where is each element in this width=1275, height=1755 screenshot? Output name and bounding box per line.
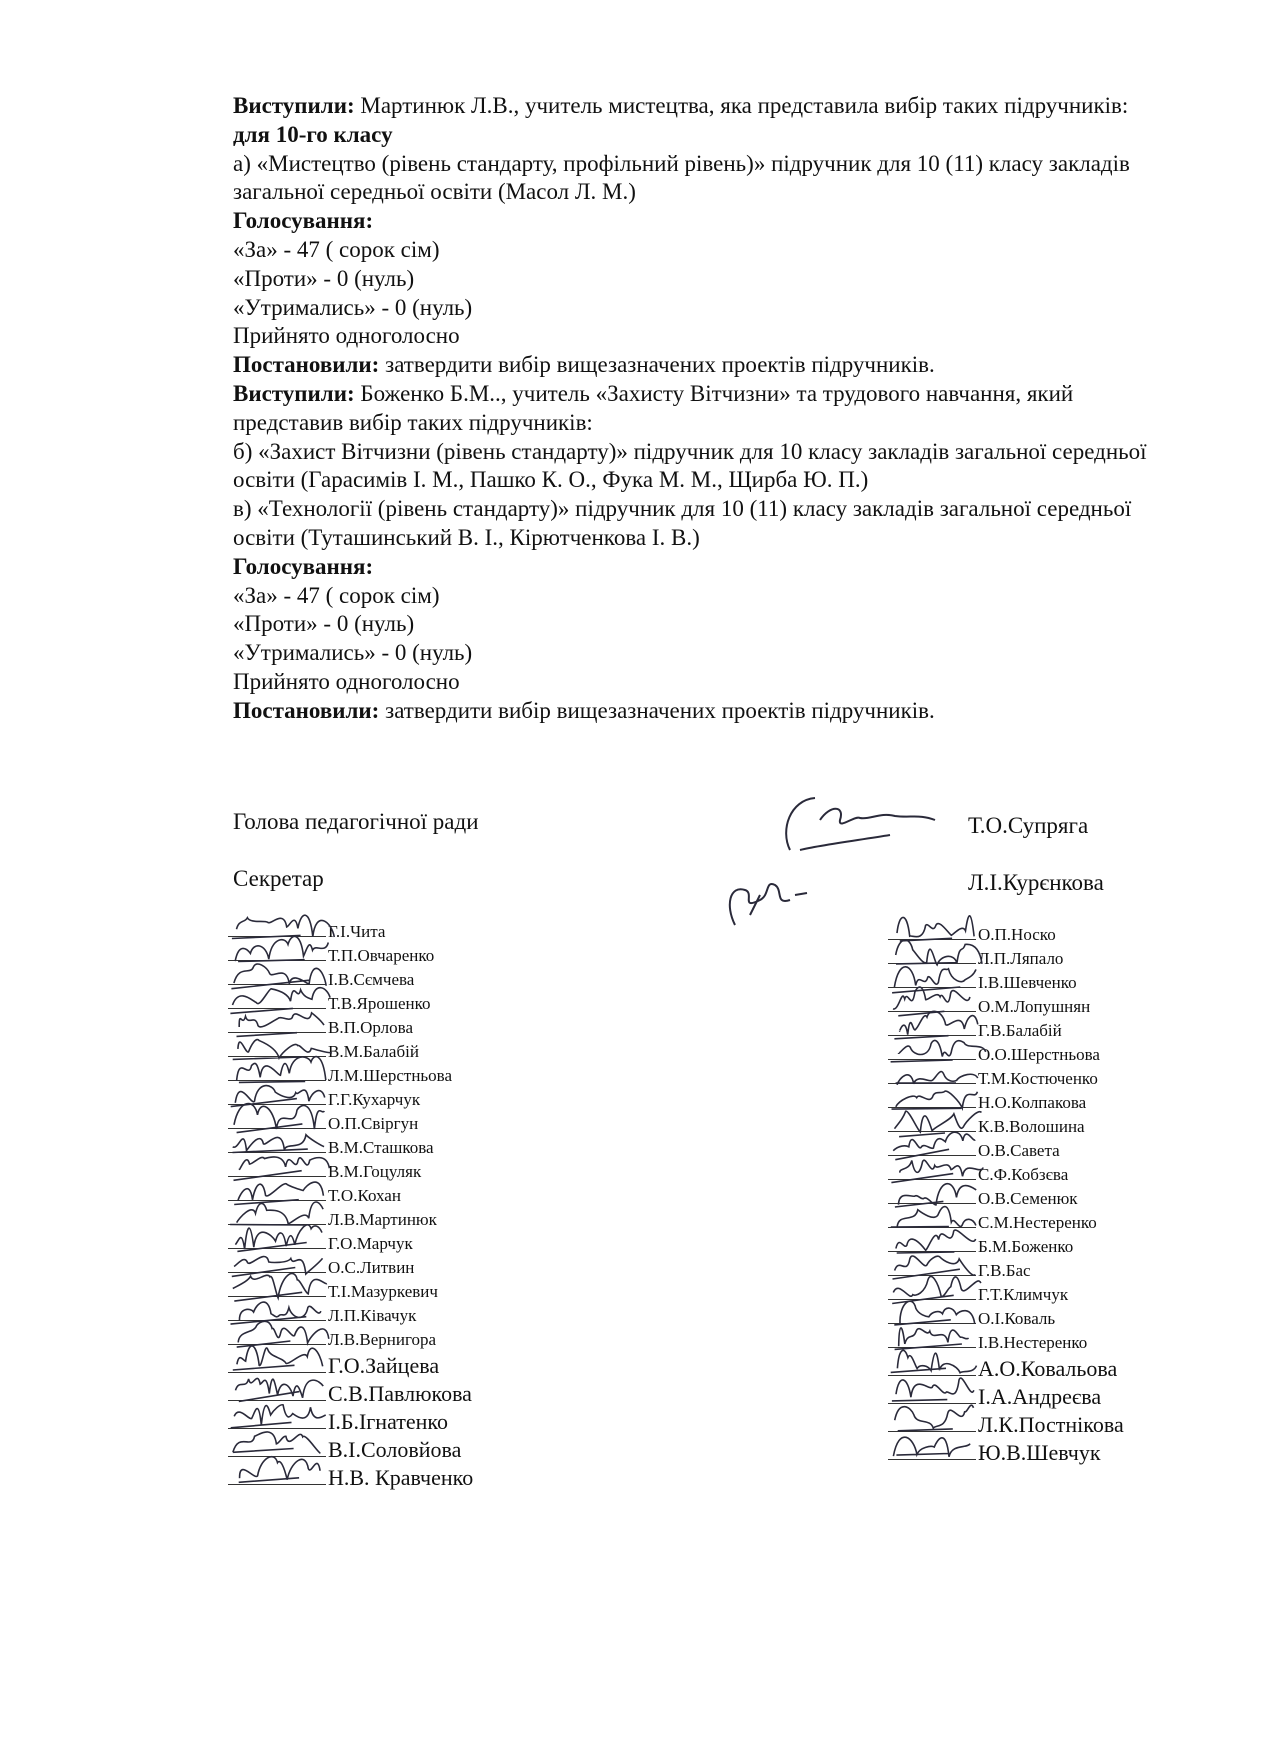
signatory-name: С.В.Павлюкова (328, 1381, 472, 1406)
signatory-name: В.М.Балабій (328, 1042, 419, 1061)
signatory-name: О.П.Носко (978, 925, 1056, 944)
paragraph-text: «Проти» - 0 (нуль) (233, 265, 415, 291)
signatory-name: І.В.Сємчева (328, 970, 415, 989)
signatory-name: Ю.В.Шевчук (978, 1440, 1101, 1465)
signatory-name: Г.Т.Климчук (978, 1285, 1069, 1304)
bold-lead: Постановили: (233, 697, 380, 723)
bold-lead: Постановили: (233, 352, 380, 378)
signatory-name: А.О.Ковальова (978, 1356, 1118, 1381)
signatory-name: Б.М.Боженко (978, 1237, 1074, 1256)
text-paragraph (233, 265, 1153, 294)
signatory-name: Т.В.Ярошенко (328, 994, 431, 1013)
minutes-text (233, 92, 1153, 726)
signatory-name: І.Б.Ігнатенко (328, 1409, 449, 1434)
signatory-name: І.В.Нестеренко (978, 1333, 1088, 1352)
chair-name: Т.О.Супряга (968, 813, 1089, 838)
signatory-name: І.В.Шевченко (978, 973, 1077, 992)
signatory-name: Т.М.Костюченко (978, 1069, 1098, 1088)
text-paragraph (233, 92, 1153, 121)
text-paragraph (233, 121, 1153, 150)
text-paragraph (233, 236, 1153, 265)
paragraph-text: в) «Технології (рівень стандарту)» підручник для 10 (11) класу закладів загальної середньої освіти (Туташинський В. І., Кірютченкова І. В.) (233, 496, 1132, 550)
signature-row (888, 1439, 1124, 1467)
text-paragraph (233, 207, 1153, 236)
paragraph-text: «За» - 47 ( сорок сім) (233, 582, 440, 608)
text-paragraph (233, 380, 1153, 438)
handwritten-signature (228, 1454, 336, 1494)
signatures-left (228, 920, 473, 1492)
signatory-name: О.В.Савета (978, 1141, 1060, 1160)
text-paragraph (233, 668, 1153, 697)
paragraph-text: «Проти» - 0 (нуль) (233, 611, 415, 637)
text-paragraph (233, 582, 1153, 611)
signatory-name: В.І.Соловйова (328, 1437, 462, 1462)
signatory-name: К.В.Волошина (978, 1117, 1085, 1136)
signatory-name: С.Ф.Кобзєва (978, 1165, 1069, 1184)
chair-signature (760, 790, 940, 860)
signatory-name: О.П.Свіргун (328, 1114, 419, 1133)
handwritten-signature (888, 1429, 986, 1469)
paragraph-text: «Утримались» - 0 (нуль) (233, 640, 473, 666)
paragraph-text: б) «Захист Вітчизни (рівень стандарту)» підручник для 10 класу закладів загальної середньої освіти (Гарасимів І. М., Пашко К. О., Фука М. М., Щирба Ю. П.) (233, 438, 1147, 493)
text-paragraph (233, 150, 1153, 208)
signatory-name: С.М.Нестеренко (978, 1213, 1097, 1232)
signatory-name: Т.О.Кохан (328, 1186, 401, 1205)
bold-lead: Голосування: (233, 553, 374, 579)
bold-lead: Виступили: (233, 93, 355, 118)
signatory-name: Л.В.Мартинюк (328, 1210, 437, 1229)
signatory-name: В.М.Сташкова (328, 1138, 434, 1157)
signatory-name: Г.В.Бас (978, 1261, 1031, 1280)
paragraph-text: затвердити вибір вищезазначених проектів підручників. (379, 697, 935, 723)
paragraph-text: Прийнято одноголосно (233, 668, 460, 694)
signatory-name: О.М.Лопушнян (978, 997, 1091, 1016)
paragraph-text: «За» - 47 ( сорок сім) (233, 236, 440, 262)
paragraph-text: Мартинюк Л.В., учитель мистецтва, яка представила вибір таких підручників: (354, 93, 1129, 118)
text-paragraph (233, 322, 1153, 351)
text-paragraph (233, 553, 1153, 582)
signature-row (228, 1464, 473, 1492)
bold-lead: для 10-го класу (233, 121, 393, 147)
signatory-name: Г.О.Марчук (328, 1234, 413, 1253)
signatures-right (888, 923, 1124, 1467)
signatory-name: Т.І.Мазуркевич (328, 1282, 438, 1301)
text-paragraph (233, 697, 1153, 726)
paragraph-text: «Утримались» - 0 (нуль) (233, 294, 473, 320)
signatory-name: В.П.Орлова (328, 1018, 413, 1037)
signatory-name: Л.П.Ківачук (328, 1306, 417, 1325)
signatory-name: Л.В.Вернигора (328, 1330, 437, 1349)
signatory-name: Л.М.Шерстньова (328, 1066, 453, 1085)
signatory-name: Н.О.Колпакова (978, 1093, 1087, 1112)
text-paragraph (233, 639, 1153, 668)
paragraph-text: Боженко Б.М.., учитель «Захисту Вітчизни» та трудового навчання, який представив вибір таких підручників: (233, 380, 1074, 435)
signatory-name: І.А.Андреєва (978, 1384, 1102, 1409)
signatory-name: Г.В.Балабій (978, 1021, 1062, 1040)
signatory-name: Г.І.Чита (328, 922, 386, 941)
signatory-name: О.О.Шерстньова (978, 1045, 1100, 1064)
signatory-name: О.І.Коваль (978, 1309, 1056, 1328)
secretary-name: Л.І.Курєнкова (968, 870, 1104, 895)
text-paragraph (233, 438, 1153, 496)
paragraph-text: Прийнято одноголосно (233, 323, 460, 349)
chair-role: Голова педагогічної ради (233, 809, 479, 834)
paragraph-text: а) «Мистецтво (рівень стандарту, профільний рівень)» підручник для 10 (11) класу закладів загальної середньої освіти (Масол Л. М.) (233, 150, 1130, 205)
signatory-name: Н.В. Кравченко (328, 1465, 474, 1490)
secretary-role: Секретар (233, 866, 324, 891)
secretary-signature (715, 855, 825, 935)
bold-lead: Голосування: (233, 208, 374, 234)
bold-lead: Виступили: (233, 380, 355, 406)
signatory-name: Г.Г.Кухарчук (328, 1090, 421, 1109)
signatory-name: Т.П.Овчаренко (328, 946, 435, 965)
text-paragraph (233, 294, 1153, 323)
signatory-name: Л.К.Постнікова (978, 1412, 1124, 1437)
signatory-name: О.С.Литвин (328, 1258, 415, 1277)
signatory-name: О.В.Семенюк (978, 1189, 1078, 1208)
signatory-name: Г.О.Зайцева (328, 1353, 440, 1378)
text-paragraph (233, 351, 1153, 380)
signatory-name: Л.П.Ляпало (978, 949, 1064, 968)
signatory-name: В.М.Гоцуляк (328, 1162, 422, 1181)
text-paragraph (233, 495, 1153, 553)
text-paragraph (233, 610, 1153, 639)
paragraph-text: затвердити вибір вищезазначених проектів підручників. (379, 352, 935, 378)
